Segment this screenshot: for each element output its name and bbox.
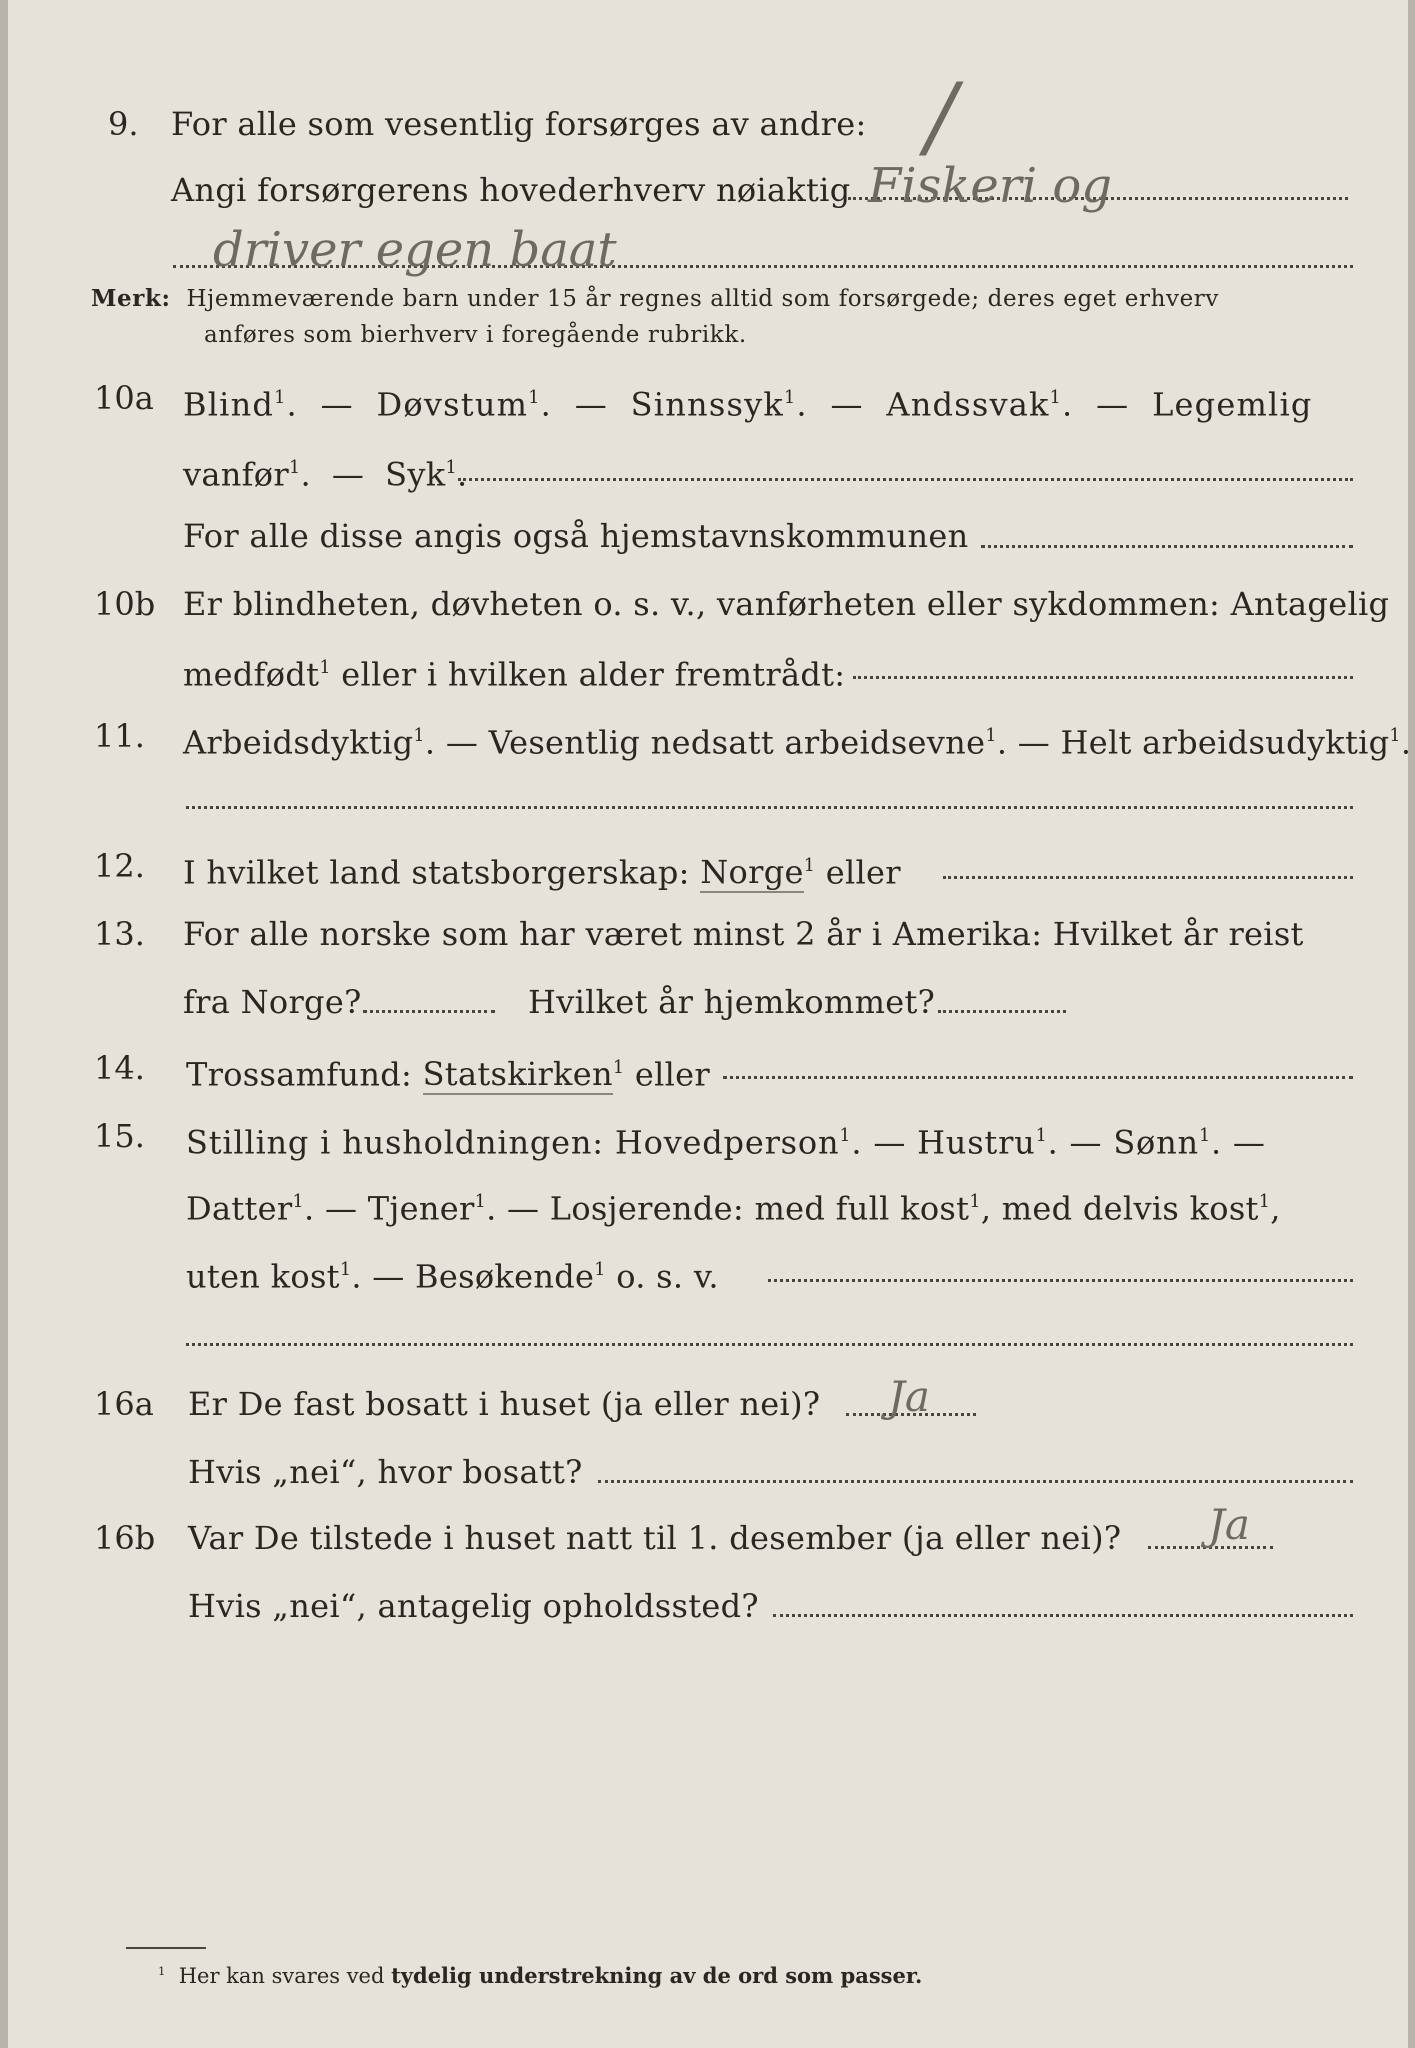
- option-dovstum: Døvstum: [376, 385, 529, 424]
- q16a-number: 16a: [94, 1385, 154, 1423]
- q13-line2b: Hvilket år hjemkommet?: [528, 983, 936, 1021]
- option-full-kost: med full kost: [754, 1189, 970, 1228]
- option-hovedperson: Hovedperson: [614, 1123, 840, 1162]
- q13-line2a: fra Norge?: [183, 983, 362, 1021]
- option-andssvak: Andssvak: [886, 385, 1050, 424]
- q16a-bosatt-line: [598, 1480, 1353, 1483]
- q16b-line1: Var De tilstede i huset natt til 1. desember (ja eller nei)?: [188, 1519, 1122, 1557]
- option-sonn: Sønn: [1113, 1123, 1199, 1162]
- q12-number: 12.: [94, 847, 145, 885]
- q9-handwritten-answer-2: driver egen baat: [213, 222, 617, 278]
- footnote-rule: [126, 1947, 206, 1949]
- option-tjener: Tjener: [367, 1189, 475, 1228]
- q13-reist-line: [363, 1010, 495, 1013]
- merk-note-line1: [91, 282, 1219, 316]
- q13-line1: For alle norske som har været minst 2 år i Amerika: Hvilket år reist: [183, 915, 1304, 953]
- q14-number: 14.: [94, 1049, 145, 1087]
- q10a-number: 10a: [94, 379, 154, 417]
- option-arbeidsdyktig: Arbeidsdyktig: [183, 723, 414, 762]
- q15-number: 15.: [94, 1117, 145, 1155]
- q13-hjemkommet-line: [938, 1010, 1066, 1013]
- q9-line2: Angi forsørgerens hovederhverv nøiaktig: [171, 171, 851, 209]
- footnote: $^1$ Her kan svares ved tydelig understrekning av de ord som passer.: [158, 1963, 923, 1989]
- option-legemlig: Legemlig: [1152, 385, 1313, 424]
- q16b-opphold-line: [773, 1614, 1353, 1617]
- q10a-hjemstav-line: [981, 545, 1353, 548]
- q10b-number: 10b: [94, 585, 156, 623]
- q16a-handwritten-answer: Ja: [888, 1372, 930, 1421]
- option-datter: Datter: [186, 1189, 293, 1228]
- q14-line1: Trossamfund: Statskirken$^1$ eller: [186, 1055, 711, 1094]
- census-form-page: [8, 0, 1412, 2048]
- q15-line1: Stilling i husholdningen: Hovedperson$^1$. — Hustru$^1$. — Sønn$^1$. —: [186, 1123, 1266, 1162]
- q11-number: 11.: [94, 717, 145, 755]
- option-uten-kost: uten kost: [186, 1257, 340, 1296]
- q12-line1: I hvilket land statsborgerskap: Norge$^1$ eller: [183, 853, 901, 892]
- merk-label: Merk:: [91, 285, 171, 312]
- q10a-line3: For alle disse angis også hjemstavnskommunen: [183, 517, 969, 555]
- q11-line1: Arbeidsdyktig$^1$. — Vesentlig nedsatt arbeidsevne$^1$. — Helt arbeidsudyktig$^1$.: [183, 723, 1412, 762]
- q16b-number: 16b: [94, 1519, 156, 1557]
- q16b-handwritten-answer: Ja: [1208, 1500, 1250, 1549]
- q12-answer-line: [943, 876, 1353, 879]
- q9-line1: For alle som vesentlig forsørges av andre:: [171, 105, 867, 143]
- option-vanfor: vanfør: [183, 455, 289, 494]
- option-blind: Blind: [183, 385, 275, 424]
- q10b-line2: medfødt$^1$ eller i hvilken alder fremtrådt:: [183, 655, 846, 694]
- option-hustru: Hustru: [917, 1123, 1036, 1162]
- q14-answer-line: [723, 1076, 1353, 1079]
- q15-line2: Datter$^1$. — Tjener$^1$. — Losjerende: med full kost$^1$, med delvis kost$^1$,: [186, 1189, 1281, 1228]
- q10b-answer-line: [853, 676, 1353, 679]
- q10a-line2: vanfør$^1$. — Syk$^1$.: [183, 455, 468, 494]
- q13-number: 13.: [94, 915, 145, 953]
- q15-line3: uten kost$^1$. — Besøkende$^1$ o. s. v.: [186, 1257, 719, 1296]
- q10a-line1: Blind$^1$. — Døvstum$^1$. — Sinnssyk$^1$. — Andssvak$^1$. — Legemlig: [183, 385, 1313, 424]
- q16b-line2: Hvis „nei“, antagelig opholdssted?: [188, 1587, 759, 1625]
- q15-answer-line-2: [186, 1343, 1353, 1346]
- option-delvis-kost: med delvis kost: [1001, 1189, 1259, 1228]
- q11-answer-line: [186, 806, 1353, 809]
- q9-handwritten-answer-1: Fiskeri og: [868, 158, 1112, 214]
- option-nedsatt-arbeidsevne: Vesentlig nedsatt arbeidsevne: [488, 723, 986, 762]
- merk-text1: Hjemmeværende barn under 15 år regnes alltid som forsørgede; deres eget erhverv: [186, 286, 1219, 312]
- option-besokende: Besøkende: [415, 1257, 595, 1296]
- q16a-line1: Er De fast bosatt i huset (ja eller nei)?: [188, 1385, 821, 1423]
- q9-number: 9.: [108, 105, 139, 143]
- option-statskirken: Statskirken: [422, 1055, 613, 1094]
- q15-answer-line-1: [768, 1279, 1353, 1282]
- handwritten-check-mark: /: [926, 64, 957, 169]
- option-norge: Norge: [700, 853, 804, 892]
- merk-note-line2: anføres som bierhverv i foregående rubrikk.: [204, 322, 747, 348]
- q10a-answer-line: [458, 478, 1353, 481]
- option-sinnssyk: Sinnssyk: [630, 385, 784, 424]
- option-syk: Syk: [385, 455, 446, 494]
- q10b-line1: Er blindheten, døvheten o. s. v., vanførheten eller sykdommen: Antagelig: [183, 585, 1390, 623]
- option-arbeidsudyktig: Helt arbeidsudyktig: [1060, 723, 1390, 762]
- q16a-line2: Hvis „nei“, hvor bosatt?: [188, 1453, 583, 1491]
